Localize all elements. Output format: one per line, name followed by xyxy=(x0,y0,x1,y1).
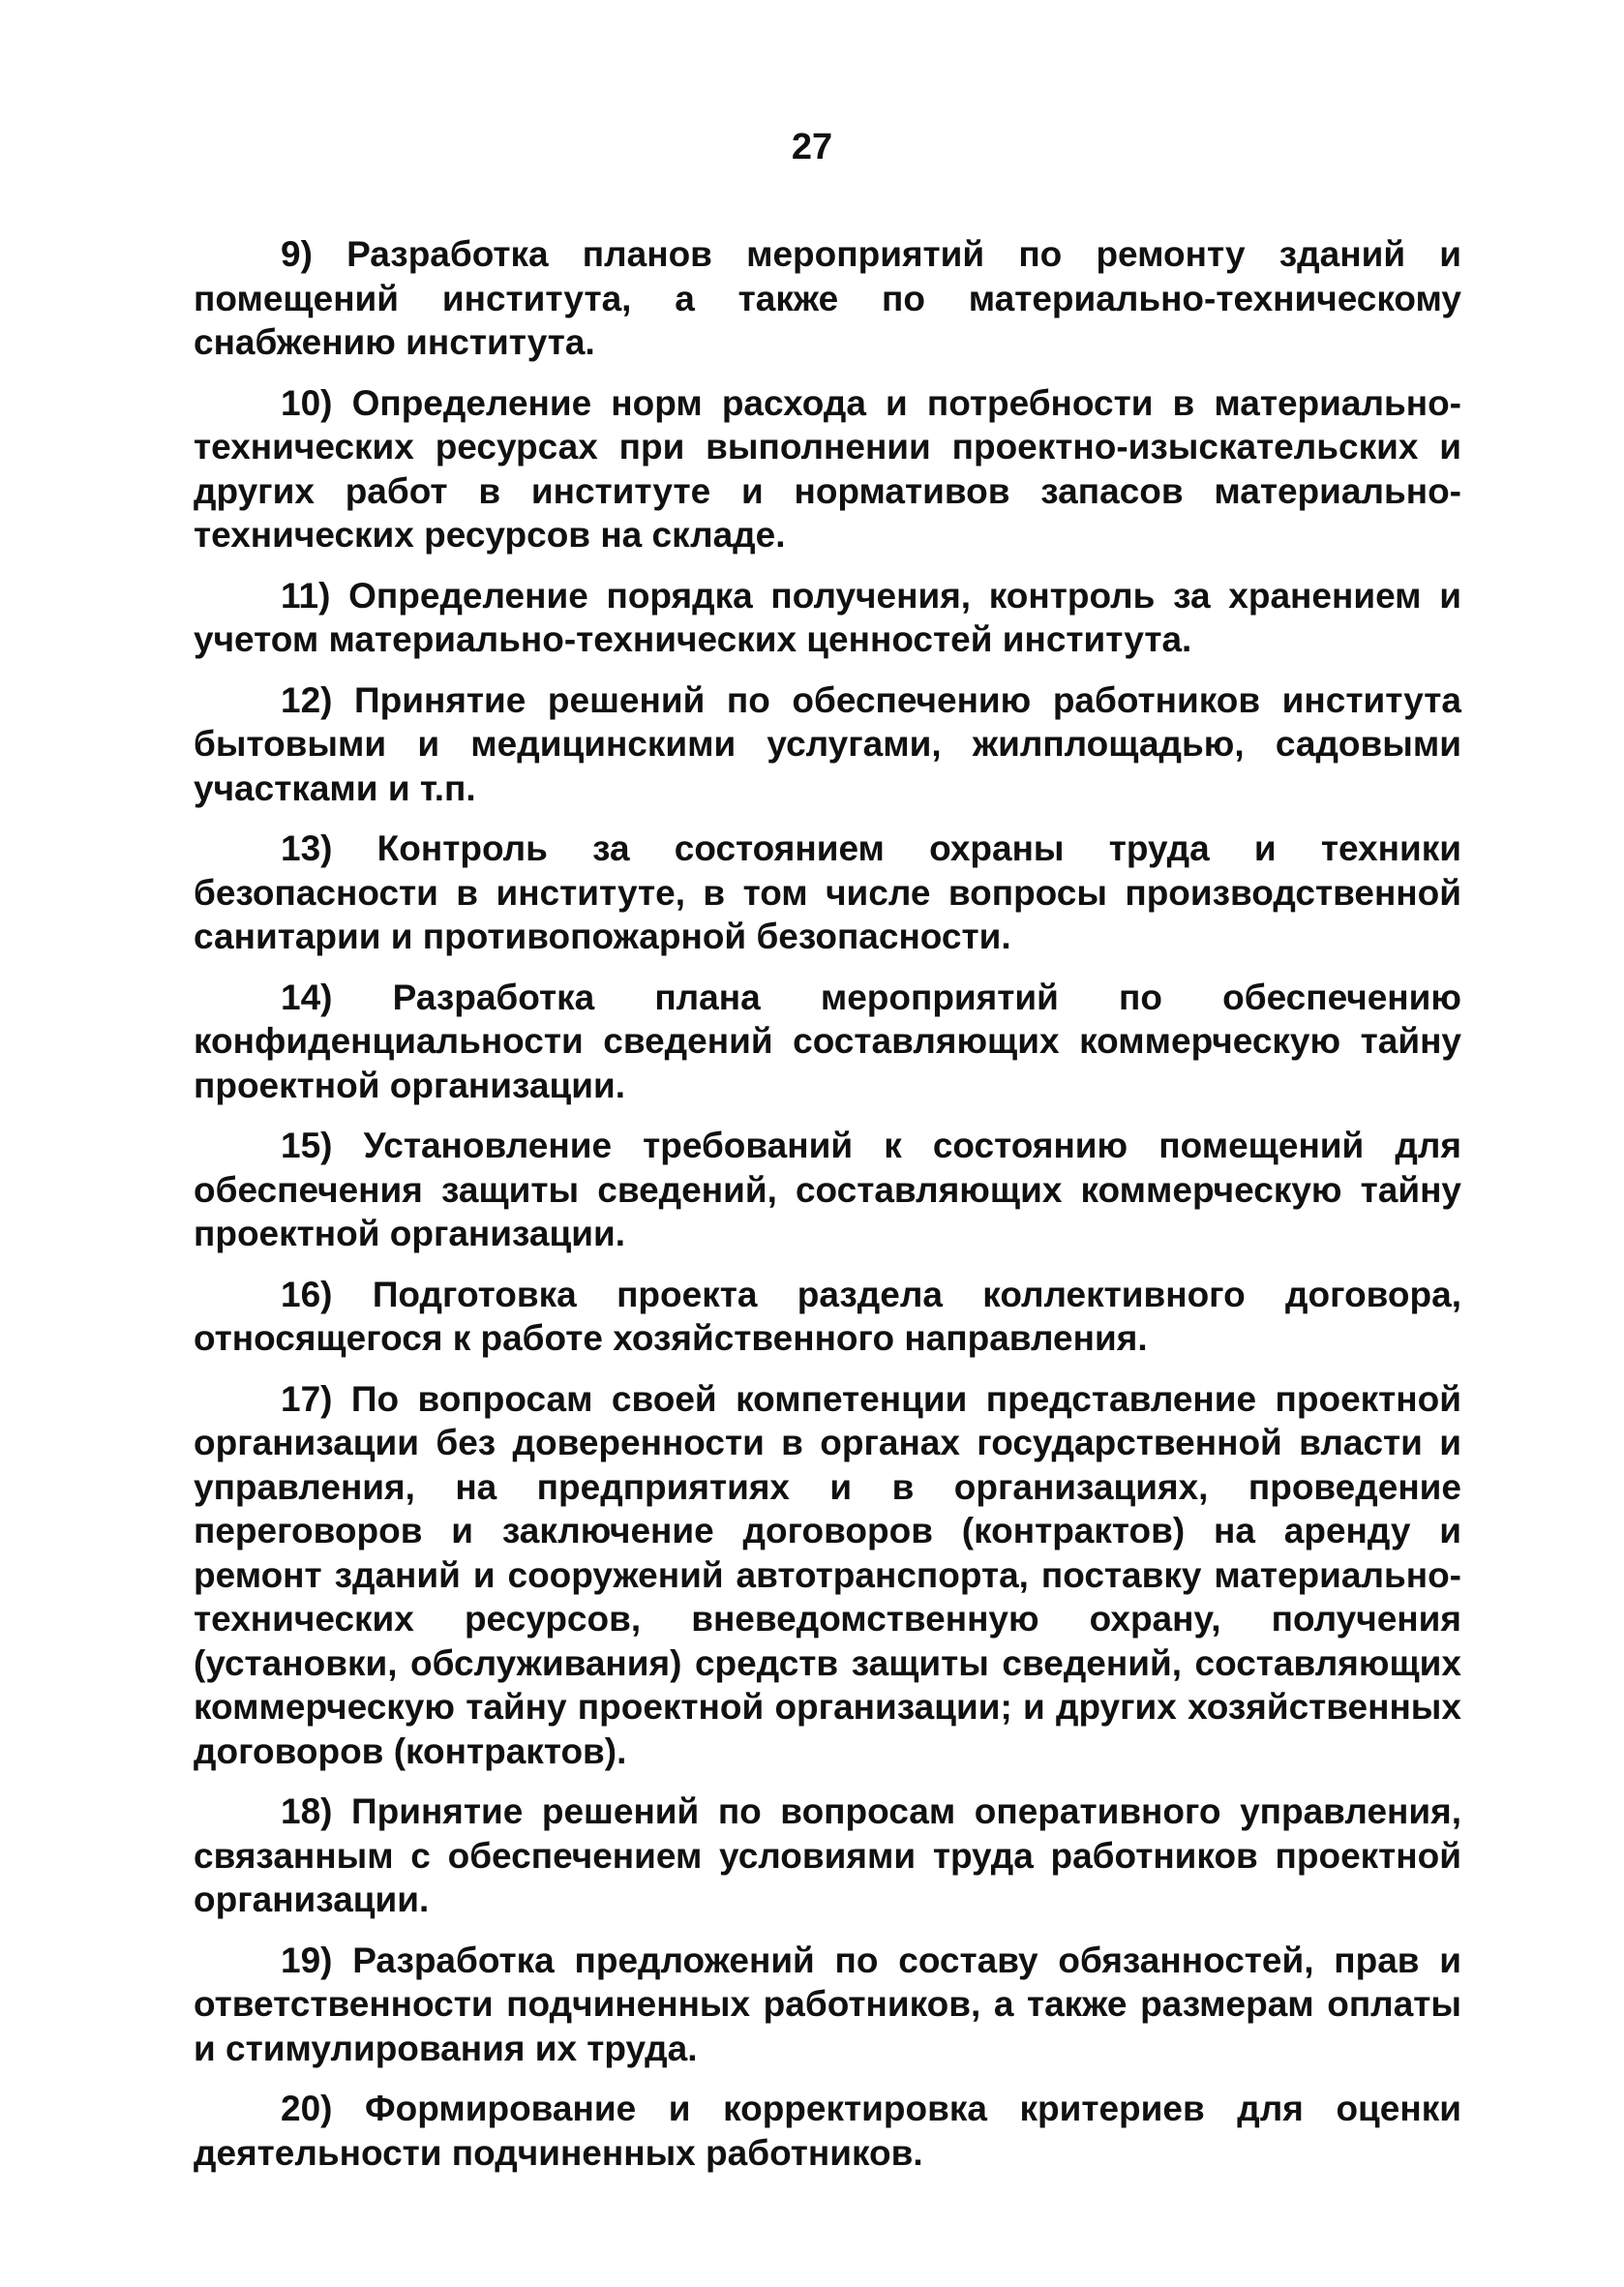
paragraph-item-14: 14) Разработка плана мероприятий по обеспечению конфиденциальности сведений составляющих коммерческую тайну проектной организации. xyxy=(194,977,1461,1105)
paragraph-item-13: 13) Контроль за состоянием охраны труда и техники безопасности в институте, в том числе вопросы производственной санитарии и противопожарной безопасности. xyxy=(194,828,1461,956)
page-number: 27 xyxy=(791,127,833,167)
paragraph-item-17: 17) По вопросам своей компетенции представление проектной организации без доверенности в органах государственной власти и управления, на предприятиях и в организациях, проведение переговоров и заключение договоров (контрактов) на аренду и ремонт зданий и сооружений автотранспорта, поставку материально-технических ресурсов, вневедомственную охрану, получения (установки, обслуживания) средств защиты сведений, составляющих коммерческую тайну проектной организации; и других хозяйственных договоров (контрактов). xyxy=(194,1378,1461,1771)
paragraph-item-15: 15) Установление требований к состоянию помещений для обеспечения защиты сведений, составляющих коммерческую тайну проектной организации. xyxy=(194,1126,1461,1253)
paragraph-item-16: 16) Подготовка проекта раздела коллективного договора, относящегося к работе хозяйственного направления. xyxy=(194,1274,1461,1358)
document-body xyxy=(194,232,1461,2191)
paragraph-item-18: 18) Принятие решений по вопросам оперативного управления, связанным с обеспечением условиями труда работников проектной организации. xyxy=(194,1791,1461,1919)
paragraph-item-11: 11) Определение порядка получения, контроль за хранением и учетом материально-технических ценностей института. xyxy=(194,575,1461,659)
paragraph-item-10: 10) Определение норм расхода и потребности в материально-технических ресурсах при выполнении проектно-изыскательских и других работ в институте и нормативов запасов материально-технических ресурсов на складе. xyxy=(194,382,1461,555)
paragraph-item-12: 12) Принятие решений по обеспечению работников института бытовыми и медицинскими услугами, жилплощадью, садовыми участками и т.п. xyxy=(194,679,1461,808)
paragraph-item-19: 19) Разработка предложений по составу обязанностей, прав и ответственности подчиненных работников, а также размерам оплаты и стимулирования их труда. xyxy=(194,1940,1461,2068)
paragraph-item-20: 20) Формирование и корректировка критериев для оценки деятельности подчиненных работников. xyxy=(194,2089,1461,2173)
paragraph-item-9: 9) Разработка планов мероприятий по ремонту зданий и помещений института, а также по материально-техническому снабжению института. xyxy=(194,234,1461,362)
